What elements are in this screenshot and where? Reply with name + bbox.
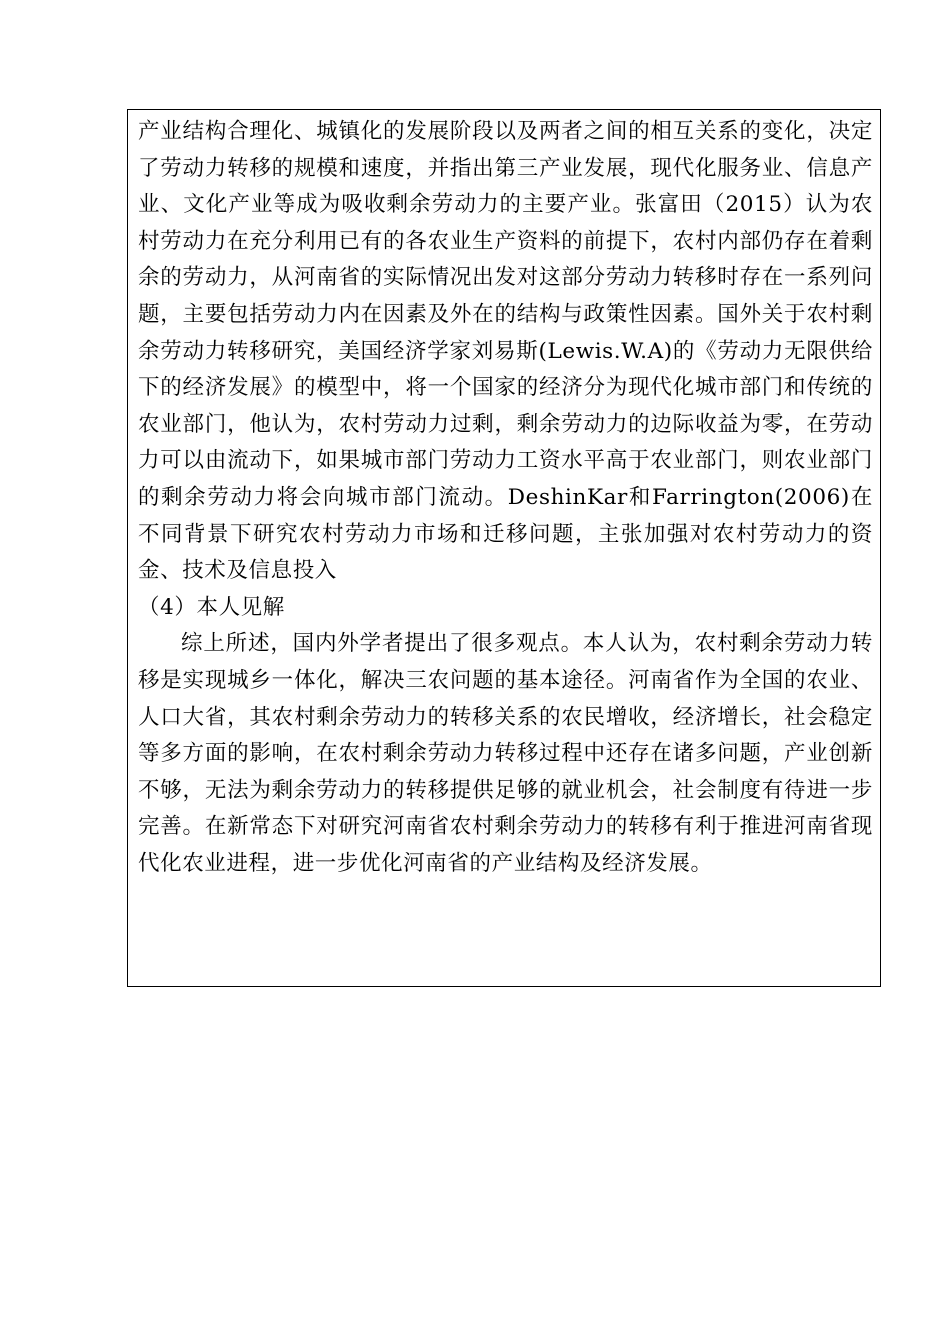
text-content	[138, 114, 873, 882]
paragraph-personal-view: 综上所述，国内外学者提出了很多观点。本人认为，农村剩余劳动力转移是实现城乡一体化，解决三农问题的基本途径。河南省作为全国的农业、人口大省，其农村剩余劳动力的转移关系的农民增收，经济增长，社会稳定等多方面的影响，在农村剩余劳动力转移过程中还存在诸多问题，产业创新不够，无法为剩余劳动力的转移提供足够的就业机会，社会制度有待进一步完善。在新常态下对研究河南省农村剩余劳动力的转移有利于推进河南省现代化农业进程，进一步优化河南省的产业结构及经济发展。	[138, 631, 873, 876]
bordered-text-box	[127, 109, 881, 987]
section-heading-personal-view: （4）本人见解	[138, 594, 285, 620]
paragraph-literature-review: 产业结构合理化、城镇化的发展阶段以及两者之间的相互关系的变化，决定了劳动力转移的规模和速度，并指出第三产业发展，现代化服务业、信息产业、文化产业等成为吸收剩余劳动力的主要产业。张富田（2015）认为农村劳动力在充分利用已有的各农业生产资料的前提下，农村内部仍存在着剩余的劳动力，从河南省的实际情况出发对这部分劳动力转移时存在一系列问题，主要包括劳动力内在因素及外在的结构与政策性因素。国外关于农村剩余劳动力转移研究，美国经济学家刘易斯(Lewis.W.A)的《劳动力无限供给下的经济发展》的模型中，将一个国家的经济分为现代化城市部门和传统的农业部门，他认为，农村劳动力过剩，剩余劳动力的边际收益为零，在劳动力可以由流动下，如果城市部门劳动力工资水平高于农业部门，则农业部门的剩余劳动力将会向城市部门流动。DeshinKar和Farrington(2006)在不同背景下研究农村劳动力市场和迁移问题，主张加强对农村劳动力的资金、技术及信息投入	[138, 119, 873, 584]
